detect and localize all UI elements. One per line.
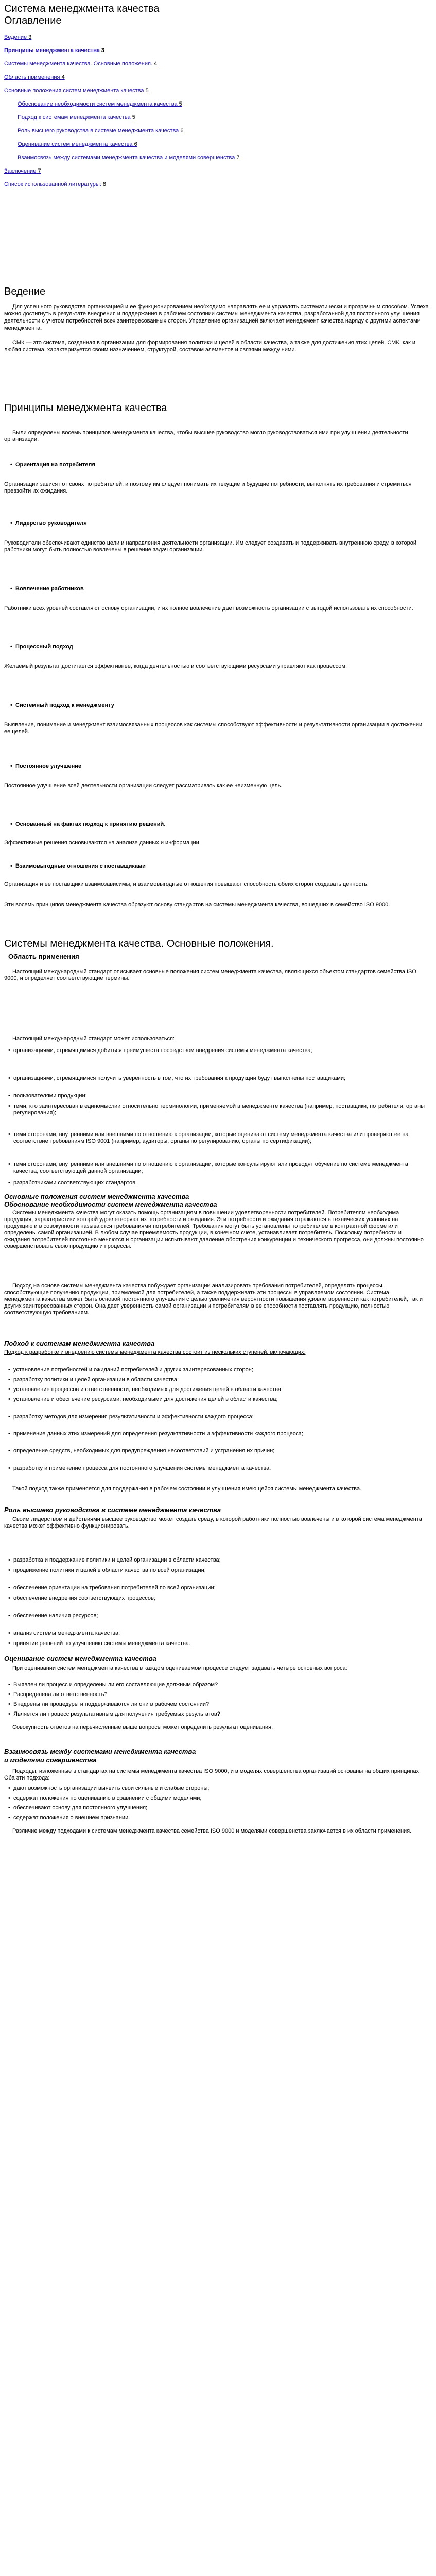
excellence-bullet: • обеспечивают основу для постоянного улучшения; [4, 1805, 433, 1811]
intro-paragraph: Для успешного руководства организацией и ее функционированием необходимо направлять ее и управлять систематически и прозрачным способом. Успеха можно достигнуть в результате внедрения и поддержания в рабочем состоянии системы менеджмента качества, разработанной для постоянного улучшения деятельности с учетом потребностей всех заинтересованных сторон. Управление организацией включает менеджмент качества наряду с другими аспектами менеджмента. [4, 303, 429, 331]
evaluation-question: • Является ли процесс результативным для получения требуемых результатов? [4, 1711, 433, 1718]
leadership-bullet: • продвижение политики и целей в области качества по всей организации; [4, 1567, 433, 1574]
toc-page-number: 5 [145, 88, 149, 94]
principle-title: • Основанный на фактах подход к принятию решений. [4, 821, 435, 828]
intro-paragraph: СМК — это система, созданная в организации для формирования политики и целей в области качества, а также для достижения этих целей. СМК, как и любая система, характеризуется своим назначением, структурой, составом элементов и связями между ними. [4, 340, 416, 353]
justification-paragraph: Подход на основе системы менеджмента качества побуждает организации анализировать требования потребителей, определять процессы, способствующие получению продукции, приемлемой для потребителей, а также поддерживать эти процессы в управляемом состоянии. Система менеджмента качества может быть основой постоянного улучшения с целью увеличения вероятности повышения удовлетворенности как потребителей, так и других заинтересованных сторон. Она дает уверенность самой организации и потребителям в ее способности поставлять продукцию, полностью соответствующую требованиям. [4, 1283, 423, 1316]
evaluation-question: • Выявлен ли процесс и определены ли его составляющие должным образом? [4, 1682, 433, 1688]
toc-heading: Оглавление [4, 15, 62, 26]
evaluation-outro: Совокупность ответов на перечисленные выше вопросы может определить результат оценивания. [12, 1724, 273, 1731]
leadership-bullet: • обеспечение ориентации на требования потребителей по всей организации; [4, 1585, 433, 1591]
sms-heading: Системы менеджмента качества. Основные положения. [4, 938, 274, 950]
toc-link[interactable] [18, 141, 432, 148]
scope-bullet: • теми сторонами, внутренними или внешними по отношению к организации, которые оценивают систему менеджмента качества или проверяют ее на соответствие требованиям ISO 9001 (например, аудиторы, органы по регулированию, органы по сертификации); [4, 1131, 433, 1145]
evaluation-intro: При оценивании систем менеджмента качества в каждом оцениваемом процессе следует задавать четыре основных вопроса: [12, 1665, 347, 1671]
justification-paragraph: Системы менеджмента качества могут оказать помощь организациям в повышении удовлетворенности потребителей. Потребителям необходима продукция, характеристики которой удовлетворяют их потребности и ожидания. Эти потребности и ожидания отражаются в технических условиях на продукцию и в совокупности называются требованиями потребителей. Требования могут быть установлены потребителем в контрактной форме или определены самой организацией. В любом случае приемлемость продукции, в конечном счете, устанавливает потребитель. Поскольку потребности и ожидания потребителей постоянно меняются и организации испытывают давление обострения конкуренции и технического прогресса, они должны постоянно совершенствовать свою продукцию и процессы. [4, 1210, 424, 1249]
principle-title: • Процессный подход [4, 643, 435, 650]
principle-text: Руководители обеспечивают единство цели и направления деятельности организации. Им следует создавать и поддерживать внутреннюю среду, в которой работники могут быть полностью вовлечены в решение задач организации. [4, 540, 416, 553]
intro-heading: Ведение [4, 286, 46, 297]
principles-intro: Были определены восемь принципов менеджмента качества, чтобы высшее руководство могло руководствоваться ими при улучшении деятельности организации. [4, 430, 408, 443]
principles-heading: Принципы менеджмента качества [4, 402, 167, 414]
principle-text: Работники всех уровней составляют основу организации, и их полное вовлечение дает возможность организации с выгодой использовать их способности. [4, 605, 413, 612]
scope-bullet: • теми, кто заинтересован в единомыслии относительно терминологии, применяемой в менеджменте качества (например, поставщики, потребители, органы регулирования); [4, 1103, 433, 1116]
toc-link-text: Список использованной литературы: [4, 181, 101, 188]
document-title: Система менеджмента качества [4, 3, 160, 14]
scope-bullet: • организациями, стремящимися добиться преимуществ посредством внедрения системы менеджмента качества; [4, 1047, 433, 1054]
leadership-intro: Своим лидерством и действиями высшее руководство может создать среду, в которой работники полностью вовлечены и в которой система менеджмента качества может эффективно функционировать. [4, 1516, 422, 1529]
principle-text: Эффективные решения основываются на анализе данных и информации. [4, 840, 201, 846]
excellence-bullet: • содержат положения по оцениванию в сравнении с общими моделями; [4, 1795, 433, 1802]
scope-bullet: • теми сторонами, внутренними или внешними по отношению к организации, которые консультируют или проводят обучение по системе менеджмента качества, соответствующей данной организации; [4, 1161, 433, 1175]
approach-bullet: • установление процессов и ответственности, необходимых для достижения целей в области качества; [4, 1386, 433, 1393]
approach-bullet: • установление потребностей и ожиданий потребителей и других заинтересованных сторон; [4, 1367, 433, 1374]
scope-applicable: Настоящий международный стандарт может использоваться: [12, 1036, 175, 1042]
toc-page-number: 4 [61, 74, 65, 80]
evaluation-question: • Внедрены ли процедуры и поддерживаются ли они в рабочем состоянии? [4, 1701, 433, 1708]
scope-bullet: • организациями, стремящимися получить уверенность в том, что их требования к продукции будут выполнены поставщиками; [4, 1075, 433, 1082]
justification-heading: Обоснование необходимости систем менеджмента качества [4, 1200, 217, 1208]
evaluation-question: • Распределена ли ответственность? [4, 1691, 433, 1698]
toc-link-text: Область применения [4, 74, 60, 80]
leadership-bullet: • обеспечение наличия ресурсов; [4, 1613, 433, 1619]
principle-title: • Ориентация на потребителя [4, 462, 435, 468]
excellence-heading-line2: и моделями совершенства [4, 1756, 97, 1764]
principle-text: Постоянное улучшение всей деятельности организации следует рассматривать как ее неизменную цель. [4, 783, 283, 789]
toc-page-number: 3 [101, 47, 105, 54]
toc-link[interactable] [4, 88, 432, 94]
approach-intro: Подход к разработке и внедрению системы менеджмента качества состоит из нескольких ступеней, включающих: [4, 1349, 306, 1355]
approach-bullet: • определение средств, необходимых для предупреждения несоответствий и устранения их причин; [4, 1448, 433, 1454]
scope-text: Настоящий международный стандарт описывает основные положения систем менеджмента качества, являющихся объектом стандартов семейства ISO 9000, и определяет соответствующие термины. [4, 969, 416, 981]
toc-link[interactable] [18, 155, 432, 161]
toc-page-number: 6 [180, 128, 184, 134]
toc-link[interactable] [4, 47, 432, 54]
toc-page-number: 4 [154, 61, 158, 67]
toc-link[interactable] [18, 101, 432, 108]
approach-bullet: • применение данных этих измерений для определения результативности и эффективности каждого процесса; [4, 1431, 433, 1437]
toc-page-number: 5 [179, 101, 182, 107]
toc-page-number: 7 [236, 155, 240, 161]
scope-bullet: • разработчиками соответствующих стандартов. [4, 1180, 433, 1187]
principles-outro: Эти восемь принципов менеджмента качества образуют основу стандартов на системы менеджмента качества, вошедших в семейство ISO 9000. [4, 902, 390, 908]
toc-link[interactable] [18, 114, 432, 121]
toc-link-text: Обоснование необходимости систем менеджмента качества [18, 101, 178, 107]
toc-link-text: Подход к системам менеджмента качества [18, 114, 131, 121]
approach-bullet: • установление и обеспечение ресурсами, необходимыми для достижения целей в области качества; [4, 1396, 433, 1403]
toc-link-text: Заключение [4, 168, 37, 174]
leadership-bullet: • обеспечение внедрения соответствующих процессов; [4, 1595, 433, 1602]
principle-title: • Системный подход к менеджменту [4, 702, 435, 709]
toc-link-text: Роль высшего руководства в системе менеджмента качества [18, 128, 179, 134]
scope-bullet: • пользователями продукции; [4, 1093, 433, 1099]
toc-link-text: Основные положения систем менеджмента качества [4, 88, 144, 94]
excellence-paragraph: Различие между подходами к системам менеджмента качества семейства ISO 9000 и моделями совершенства заключается в их области применения. [12, 1828, 412, 1834]
toc-link[interactable] [4, 61, 432, 67]
leadership-heading: Роль высшего руководства в системе менеджмента качества [4, 1506, 221, 1514]
principle-text: Выявление, понимание и менеджмент взаимосвязанных процессов как системы способствуют эффективности и результативности организации в достижении ее целей. [4, 722, 423, 735]
toc-link[interactable] [4, 34, 432, 41]
principle-title: • Лидерство руководителя [4, 520, 435, 527]
toc-link[interactable] [4, 168, 432, 175]
basics-heading: Основные положения систем менеджмента качества [4, 1193, 189, 1200]
excellence-heading: Взаимосвязь между системами менеджмента качества [4, 1748, 196, 1755]
principle-title: • Взаимовыгодные отношения с поставщиками [4, 863, 435, 870]
toc-link-text: Взаимосвязь между системами менеджмента качества и моделями совершенства [18, 155, 235, 161]
excellence-paragraph: Подходы, изложенные в стандартах на системы менеджмента качества ISO 9000, и в моделях совершенства организаций основаны на общих принципах. Оба эти подхода: [4, 1768, 421, 1781]
approach-outro: Такой подход также применяется для поддержания в рабочем состоянии и улучшения имеющейся системы менеджмента качества. [12, 1486, 362, 1492]
toc-link[interactable] [18, 128, 432, 134]
table-of-contents [4, 34, 432, 188]
toc-link[interactable] [4, 181, 432, 188]
toc-page-number: 3 [28, 34, 32, 40]
leadership-bullet: • принятие решений по улучшению системы менеджмента качества. [4, 1640, 433, 1647]
toc-page-number: 5 [132, 114, 135, 121]
principle-text: Организация и ее поставщики взаимозависимы, и взаимовыгодные отношения повышают способность обеих сторон создавать ценность. [4, 881, 369, 887]
toc-page-number: 7 [38, 168, 41, 174]
approach-heading: Подход к системам менеджмента качества [4, 1340, 155, 1347]
toc-link-text: Ведение [4, 34, 27, 40]
toc-page-number: 6 [134, 141, 137, 147]
toc-link[interactable] [4, 74, 432, 81]
leadership-bullet: • анализ системы менеджмента качества; [4, 1630, 433, 1637]
leadership-bullet: • разработка и поддержание политики и целей организации в области качества; [4, 1557, 433, 1564]
excellence-bullet: • дают возможность организации выявить свои сильные и слабые стороны; [4, 1785, 433, 1792]
evaluation-heading: Оценивание систем менеджмента качества [4, 1655, 156, 1663]
excellence-bullet: • содержат положения о внешнем признании. [4, 1815, 433, 1821]
toc-link-text: Оценивание систем менеджмента качества [18, 141, 133, 147]
principle-text: Организации зависят от своих потребителей, и поэтому им следует понимать их текущие и будущие потребности, выполнять их требования и стремиться превзойти их ожидания. [4, 481, 412, 494]
toc-page-number: 8 [102, 181, 107, 188]
principle-text: Желаемый результат достигается эффективнее, когда деятельностью и соответствующими ресурсами управляют как процессом. [4, 663, 347, 669]
scope-heading: Область применения [8, 953, 79, 960]
principle-title: • Вовлечение работников [4, 586, 435, 592]
intro-section [0, 286, 436, 353]
approach-bullet: • разработку методов для измерения результативности и эффективности каждого процесса; [4, 1414, 433, 1420]
toc-link-text: Принципы менеджмента качества [4, 47, 100, 54]
principle-title: • Постоянное улучшение [4, 763, 435, 770]
approach-bullet: • разработку и применение процесса для постоянного улучшения системы менеджмента качества. [4, 1465, 433, 1472]
toc-link-text: Системы менеджмента качества. Основные положения. [4, 61, 152, 67]
approach-bullet: • разработку политики и целей организации в области качества; [4, 1377, 433, 1383]
